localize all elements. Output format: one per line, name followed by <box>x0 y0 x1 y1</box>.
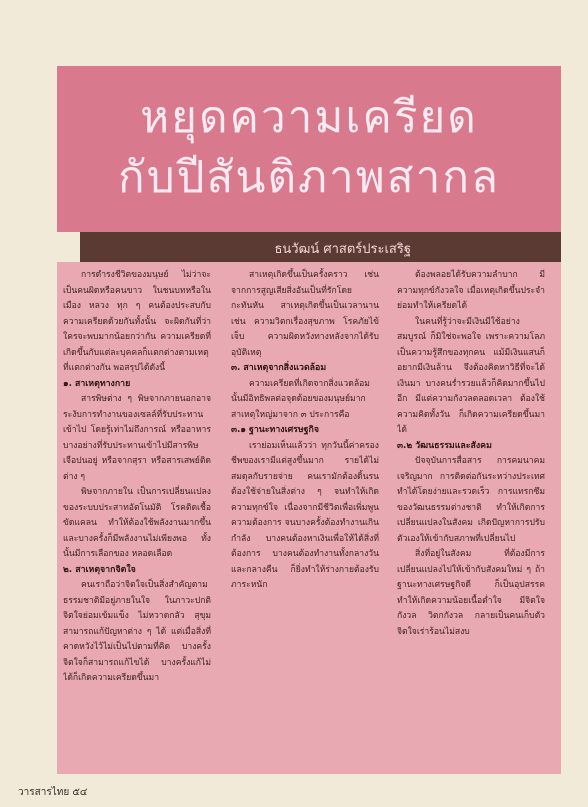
article-title-line-1: หยุดความเครียด <box>140 92 478 143</box>
paragraph: ความเครียดที่เกิดจากสิ่งแวดล้อมนั้นมีอิทธิพลต่อจุดด้อยของมนุษย์มาก สาเหตุใหญ่มาจาก ๓ ประการคือ <box>231 378 370 420</box>
page-footer: วารสารไทย ๕๔ <box>18 787 88 798</box>
paragraph: สารพิษต่าง ๆ พิษจากภายนอกอาจระงับการทำงานของเซลล์ที่รับประทานเข้าไป โดยรู้เท่าไม่ถึงการณ์ หรืออาหารบางอย่างที่รับประทานเข้าไปมีสารพิษเจือปนอยู่ หรือจากสุรา หรือสารเสพย์ติดต่าง ๆ <box>63 394 211 482</box>
paragraph: สิ่งที่อยู่ในสังคม ที่ต้องมีการเปลี่ยนแปลงไปให้เข้ากับสังคมใหม่ ๆ ถ้าฐานะทางเศรษฐกิจดี ก็เป็นอุปสรรค ทำให้เกิดความน้อยเนื้อต่ำใจ มีจิตใจกังวล วิตกกังวล กลายเป็นคนเก็บตัว จิตใจเร่าร้อนไม่สงบ <box>397 549 545 637</box>
paragraph: ต้องพลอยได้รับความลำบาก มีความทุกข์กังวลใจ เมื่อเหตุเกิดขึ้นประจำ ย่อมทำให้เครียดได้ <box>397 270 545 311</box>
article-title-line-2: กับปีสันติภาพสากล <box>118 152 500 203</box>
section-heading: ๓.๒ วัฒนธรรมและสังคม <box>397 440 492 451</box>
text-column-3 <box>397 268 545 768</box>
author-name: ธนวัฒน์ ศาสตร์ประเสริฐ <box>274 242 411 257</box>
text-column-2 <box>231 268 379 768</box>
section-heading: ๓. สาเหตุจากสิ่งแวดล้อม <box>231 363 327 373</box>
section-heading: ๒. สาเหตุจากจิตใจ <box>63 564 136 575</box>
paragraph: คนเราถือว่าจิตใจเป็นสิ่งสำคัญตามธรรมชาติมีอยู่ภายในใจ ในภาวะปกติจิตใจย่อมเข้มแข็ง ไม่หวาดกลัว สุขุมสามารถแก้ปัญหาต่าง ๆ ได้ แต่เมื่อสิ่งที่คาดหวังไว้ไม่เป็นไปตามที่คิด บางครั้งจิตใจก็สามารถแก้ไขได้ บางครั้งแก้ไม่ได้ก็เกิดความเครียดขึ้นมา <box>63 580 211 683</box>
section-heading: ๑. สาเหตุทางกาย <box>63 378 131 389</box>
byline-band <box>80 232 561 262</box>
paragraph: ในคนที่รู้ว่าจะมีเงินมีใช้อย่างสมบูรณ์ ก็มิใช่จะพอใจ เพราะความโลภเป็นความรู้สึกของทุกคน แม้มีเงินแสนก็อยากมีเงินล้าน จึงต้องคิดหาวิธีที่จะได้เงินมา บางคนร่ำรวยแล้วก็คิดมากขึ้นไปอีก มีแต่ความกังวลตลอดเวลา ต้องใช้ความคิดทั้งวัน ก็เกิดความเครียดขึ้นมาได้ <box>397 316 545 435</box>
paragraph: ปัจจุบันการสื่อสาร การคมนาคมเจริญมาก การติดต่อกันระหว่างประเทศทำได้โดยง่ายและรวดเร็ว การแทรกซึมของวัฒนธรรมต่างชาติ ทำให้เกิดการเปลี่ยนแปลงในสังคม เกิดปัญหาการปรับตัวเองให้เข้ากับสภาพที่เปลี่ยนไป <box>397 456 545 544</box>
paragraph: สาเหตุเกิดขึ้นเป็นครั้งคราว เช่น จากการสูญเสียสิ่งอันเป็นที่รักโดยกะทันหัน สาเหตุเกิดขึ้นเป็นเวลานาน เช่น ความวิตกเรื่องสุขภาพ โรคภัยไข้เจ็บ ความผิดหวังทางหลังจากได้รับอุบัติเหตุ <box>231 270 379 358</box>
article-body <box>57 262 561 774</box>
section-heading: ๓.๑ ฐานะทางเศรษฐกิจ <box>231 425 320 435</box>
paragraph: พิษจากภายใน เป็นการเปลี่ยนแปลงของระบบประสาทอัตโนมัติ โรคติดเชื้อ ขัดแคลน ทำให้ต้องใช้พลังงานมากขึ้น และบางครั้งก็มีพลังงานไม่เพียงพอ ทั้งนั้นมีการเลือกของ หลอดเลือด <box>63 487 211 559</box>
title-banner <box>57 66 561 232</box>
paragraph: การดำรงชีวิตของมนุษย์ ไม่ว่าจะเป็นคนผิดหรือคนขาว ในชนบทหรือในเมือง หลวง ทุก ๆ คนต้องประสบกับความเครียดด้วยกันทั้งนั้น จะผิดกันที่ว่าใครจะพบมากน้อยกว่ากัน ความเครียดที่เกิดขึ้นกับแต่ละบุคคลก็แตกต่างตามเหตุที่แตกต่างกัน พอสรุปได้ดังนี้ <box>63 270 211 373</box>
paragraph: เราย่อมเห็นแล้วว่า ทุกวันนี้ค่าครองชีพของเรามีแต่สูงขึ้นมาก รายได้ไม่สมดุลกับรายจ่าย คนเรามักต้องดิ้นรน ต้องใช้จ่ายในสิ่งต่าง ๆ จนทำให้เกิดความทุกข์ใจ เนื่องจากมีชีวิตเพื่อเพิ่มพูนความต้องการ จนบางครั้งต้องทำงานเกินกำลัง บางคนต้องหาเงินเพื่อให้ได้สิ่งที่ต้องการ บางคนต้องทำงานทั้งกลางวันและกลางคืน ก็ยิ่งทำให้ร่างกายต้องรับภาระหนัก <box>231 440 379 590</box>
text-column-1 <box>63 268 211 768</box>
